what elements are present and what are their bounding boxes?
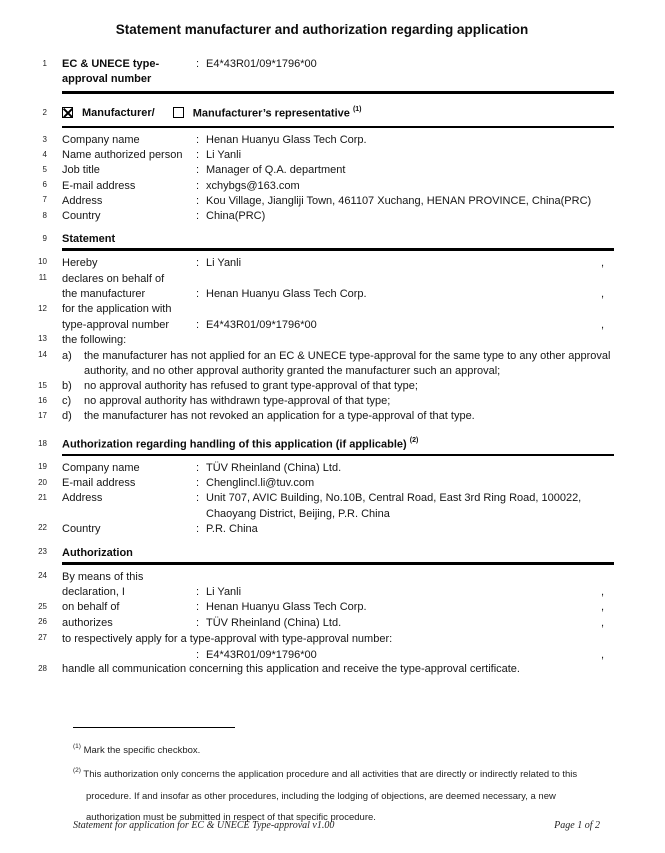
field-label: Country [62, 522, 101, 535]
list-marker: b) [62, 380, 72, 393]
trailing-comma: , [600, 256, 604, 269]
field-value: Henan Huanyu Glass Tech Corp. [206, 134, 367, 147]
line-number: 11 [38, 273, 47, 283]
line-number: 14 [38, 350, 47, 360]
authorization-heading: Authorization [62, 546, 133, 559]
agent-company-row: 19 Company name : TÜV Rheinland (China) Ltd. [30, 461, 614, 476]
line-number: 18 [38, 438, 47, 448]
field-label: authorizes [62, 616, 113, 629]
field-label: Address [62, 492, 103, 505]
on-behalf-row: 25 on behalf of : Henan Huanyu Glass Tech Corp. , [30, 600, 614, 616]
approval-number-label: EC & UNECE type-approval number [62, 58, 160, 86]
handling-heading-row [30, 434, 614, 453]
footnote-marker: (2) [73, 767, 81, 775]
email-row: 6 E-mail address : xchybgs@163.com [30, 179, 614, 194]
line-number: 4 [42, 149, 47, 159]
footnote-1: $^{(1)}$ Mark the specific checkbox. [73, 743, 201, 757]
trailing-comma: , [600, 616, 604, 629]
line-number: 1 [42, 58, 47, 68]
section-divider [62, 562, 614, 564]
field-value: Manager of Q.A. department [206, 164, 346, 177]
line-number: 10 [38, 257, 47, 267]
field-label: Name authorized person [62, 149, 183, 162]
agent-email-row: 20 E-mail address : Chenglincl.li@tuv.com [30, 476, 614, 491]
trailing-comma: , [600, 601, 604, 614]
section-divider [62, 454, 614, 456]
representative-checkbox-label: Manufacturer’s representative $^{(1)}$ [192, 105, 362, 120]
footnote-2: $^{(2)}$ This authorization only concerns the application procedure and all activities that are directly or indirectly related to this procedure. If and insofar as other procedures, including the lodging of objections, are deemed necessary, a new authorization must be submitted in respect of that specific procedure. [73, 767, 578, 823]
by-means-row [30, 570, 614, 586]
country-row: 8 Country : China(PRC) [30, 209, 614, 224]
field-label: Job title [62, 164, 100, 177]
field-value: TÜV Rheinland (China) Ltd. [206, 616, 342, 629]
handling-heading: Authorization regarding handling of this application (if applicable) $^{(2)}$ [62, 436, 419, 451]
statement-item-d: 17 d) the manufacturer has not revoked an application for a type-approval of that type. [30, 409, 614, 424]
line-number: 25 [38, 601, 47, 611]
field-value: Li Yanli [206, 586, 242, 599]
field-value: Unit 707, AVIC Building, No.10B, Central Road, East 3rd Ring Road, 100022, Chaoyang District, Beijing, P.R. China [206, 492, 582, 520]
footnote-reference: (1) [352, 105, 362, 113]
statement-heading: Statement [62, 233, 116, 246]
footnote-marker: (1) [73, 743, 81, 751]
field-label: Company name [62, 461, 140, 474]
field-label: declares on behalf of [62, 272, 165, 285]
field-label: Company name [62, 134, 140, 147]
approval-number-row [30, 57, 614, 87]
agent-address-row: 21 Address : Unit 707, AVIC Building, No.10B, Central Road, East 3rd Ring Road, 100022, Chaoyang District, Beijing, P.R. China [30, 491, 614, 521]
authorized-person-row: 4 Name authorized person : Li Yanli [30, 148, 614, 163]
declaration-row: declaration, I : Li Yanli , [30, 585, 614, 600]
line-number: 7 [42, 195, 47, 205]
field-value: Chenglincl.li@tuv.com [206, 477, 315, 490]
field-value: TÜV Rheinland (China) Ltd. [206, 461, 342, 474]
footer-document-name: Statement for application for EC & UNECE Type-approval v1.00 [73, 820, 335, 831]
trailing-comma: , [600, 288, 604, 301]
field-value: xchybgs@163.com [206, 179, 300, 192]
line-number: 5 [42, 164, 47, 174]
company-name-row: 3 Company name : Henan Huanyu Glass Tech Corp. [30, 133, 614, 148]
field-value: P.R. China [206, 522, 258, 535]
list-marker: c) [62, 395, 72, 408]
authorization-heading-row [30, 546, 614, 561]
line-number: 2 [42, 107, 47, 117]
field-label: E-mail address [62, 179, 136, 192]
section-divider [62, 126, 614, 128]
declares-row [30, 272, 614, 288]
colon: : [196, 58, 200, 70]
statement-item-b: 15 b) no approval authority has refused to grant type-approval of that type; [30, 379, 614, 394]
field-value: E4*43R01/09*1796*00 [206, 648, 317, 661]
line-number: 19 [38, 462, 47, 472]
statement-item-a: 14 a) the manufacturer has not applied for an EC & UNECE type-approval for the same type to any other approval authority, and no other approval authority granted the manufacturer such an approval; [30, 349, 614, 379]
trailing-comma: , [600, 648, 604, 661]
line-number: 21 [38, 492, 47, 502]
field-value: China(PRC) [206, 210, 266, 223]
line-number: 6 [42, 180, 47, 190]
the-following-row: 13 the following: [30, 333, 614, 349]
field-value: Henan Huanyu Glass Tech Corp. [206, 601, 367, 614]
page-footer [73, 820, 600, 831]
trailing-comma: , [600, 586, 604, 599]
section-divider [62, 248, 614, 250]
field-label: declaration, I [62, 586, 125, 599]
statement-heading-row [30, 232, 614, 247]
approval-number-value: E4*43R01/09*1796*00 [206, 58, 317, 70]
applicant-type-row [30, 103, 614, 122]
line-number: 27 [38, 633, 47, 643]
line-number: 8 [42, 210, 47, 220]
agent-country-row: 22 Country : P.R. China [30, 522, 614, 537]
field-value: Henan Huanyu Glass Tech Corp. [206, 288, 367, 301]
declarant-row: 10 Hereby : Li Yanli , [30, 256, 614, 272]
line-number: 13 [38, 334, 47, 344]
field-label: on behalf of [62, 601, 120, 614]
footnotes-block [73, 727, 593, 828]
manufacturer-name-row: the manufacturer : Henan Huanyu Glass Tech Corp. , [30, 287, 614, 302]
field-label: By means of this [62, 570, 144, 583]
line-number: 28 [38, 663, 47, 673]
field-label: E-mail address [62, 477, 136, 490]
line-number: 24 [38, 571, 47, 581]
statement-item-c: 16 c) no approval authority has withdrawn type-approval of that type; [30, 394, 614, 409]
line-number: 23 [38, 547, 47, 557]
handle-communication-row: 28 handle all communication concerning this application and receive the type-approval certificate. [30, 662, 614, 678]
line-number: 3 [42, 134, 47, 144]
list-marker: d) [62, 410, 72, 423]
trailing-comma: , [600, 319, 604, 332]
field-value: E4*43R01/09*1796*00 [206, 319, 317, 332]
job-title-row: 5 Job title : Manager of Q.A. department [30, 163, 614, 178]
application-with-row [30, 302, 614, 318]
field-label: for the application with [62, 303, 172, 316]
line-number: 26 [38, 617, 47, 627]
line-number: 12 [38, 303, 47, 313]
apply-for-row: 27 to respectively apply for a type-approval with type-approval number: [30, 632, 614, 648]
line-number: 9 [42, 233, 47, 243]
line-number: 20 [38, 477, 47, 487]
field-value: Li Yanli [206, 149, 242, 162]
footer-page-number: Page 1 of 2 [554, 820, 600, 831]
document-content [30, 0, 614, 678]
field-label: Country [62, 210, 101, 223]
field-label: type-approval number [62, 319, 170, 332]
document-title: Statement manufacturer and authorization regarding application [115, 22, 529, 37]
line-number: 16 [38, 395, 47, 405]
section-divider [62, 91, 614, 93]
unchecked-checkbox-icon [173, 107, 184, 118]
field-value: Li Yanli [206, 256, 242, 269]
line-number: 22 [38, 523, 47, 533]
type-approval-number-row: type-approval number : E4*43R01/09*1796*00 , [30, 318, 614, 333]
manufacturer-checkbox-label: Manufacturer/ [82, 107, 155, 120]
checked-checkbox-icon [62, 107, 73, 118]
field-label: Hereby [62, 256, 98, 269]
field-label: the manufacturer [62, 288, 146, 301]
authorizes-row: 26 authorizes : TÜV Rheinland (China) Ltd. , [30, 616, 614, 632]
footnote-reference: (2) [409, 436, 419, 444]
list-marker: a) [62, 349, 72, 362]
address-row: 7 Address : Kou Village, Jiangliji Town, 461107 Xuchang, HENAN PROVINCE, China(PRC) [30, 194, 614, 209]
field-label: Address [62, 194, 103, 207]
field-value: Kou Village, Jiangliji Town, 461107 Xuchang, HENAN PROVINCE, China(PRC) [206, 194, 592, 207]
line-number: 15 [38, 380, 47, 390]
authorization-approval-number-row: : E4*43R01/09*1796*00 , [30, 648, 614, 663]
line-number: 17 [38, 410, 47, 420]
footnote-separator [73, 727, 235, 728]
